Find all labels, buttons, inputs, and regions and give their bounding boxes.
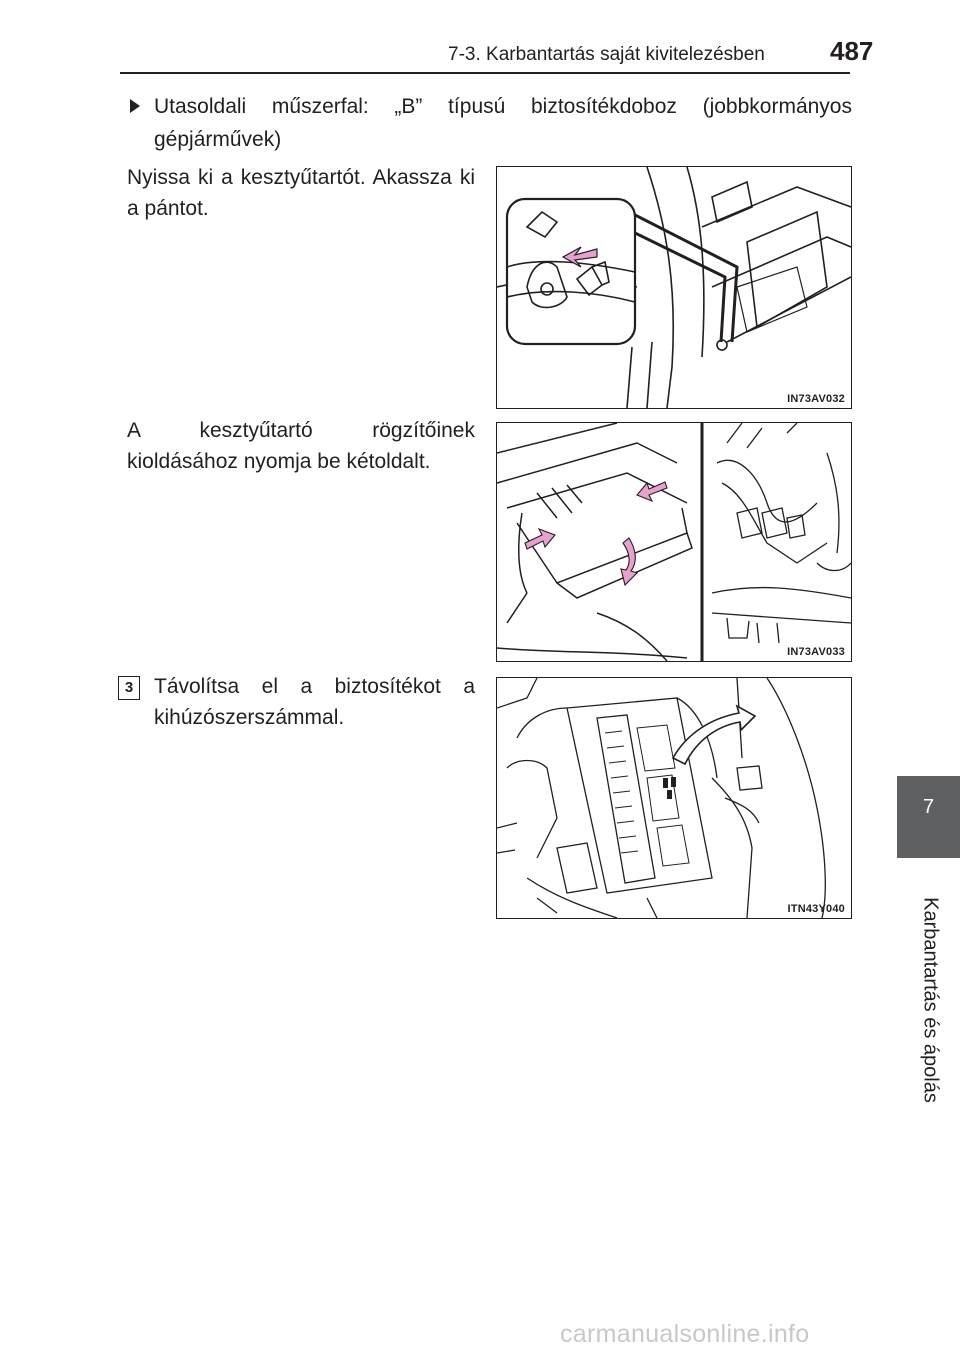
figure-id: IN73AV032 [787,393,845,405]
figure-glovebox-strap [496,166,852,409]
figure-glovebox-release [496,422,852,662]
section-heading [130,90,852,156]
figure-id: ITN43Y040 [787,903,845,915]
chapter-label: Karbantartás és ápolás [919,897,942,1103]
figure-id: IN73AV033 [787,646,845,658]
pull-arrow-icon [673,706,755,764]
step-2-text: A kesztyűtartó rögzítőinek kioldásához nyomja be kétoldalt. [127,419,475,473]
watermark: carmanualsonline.info [560,1320,810,1348]
figure-glovebox-strap-drawing [497,167,851,408]
header-title: 7-3. Karbantartás saját kivitelezésben [448,44,765,65]
figure-glovebox-release-drawing [497,423,851,661]
chapter-number: 7 [922,796,935,818]
figure-fuse-box [496,677,852,919]
push-arrow-left-icon [525,529,555,549]
step-1-text: Nyissa ki a kesztyűtartót. Akassza ki a pántot. [127,166,475,220]
section-heading-text: Utasoldali műszerfal: „B” típusú biztosítékdoboz (jobbkormányos gépjárművek) [154,95,852,151]
step-3-text: Távolítsa el a biztosítékot a kihúzószerszámmal. [154,675,475,729]
header-rule [120,72,850,74]
triangle-bullet-icon [130,99,140,113]
page-number: 487 [830,36,874,66]
step-number-badge: 3 [118,676,140,700]
figure-fuse-box-drawing [497,678,851,918]
pull-down-arrow-icon [621,538,637,585]
